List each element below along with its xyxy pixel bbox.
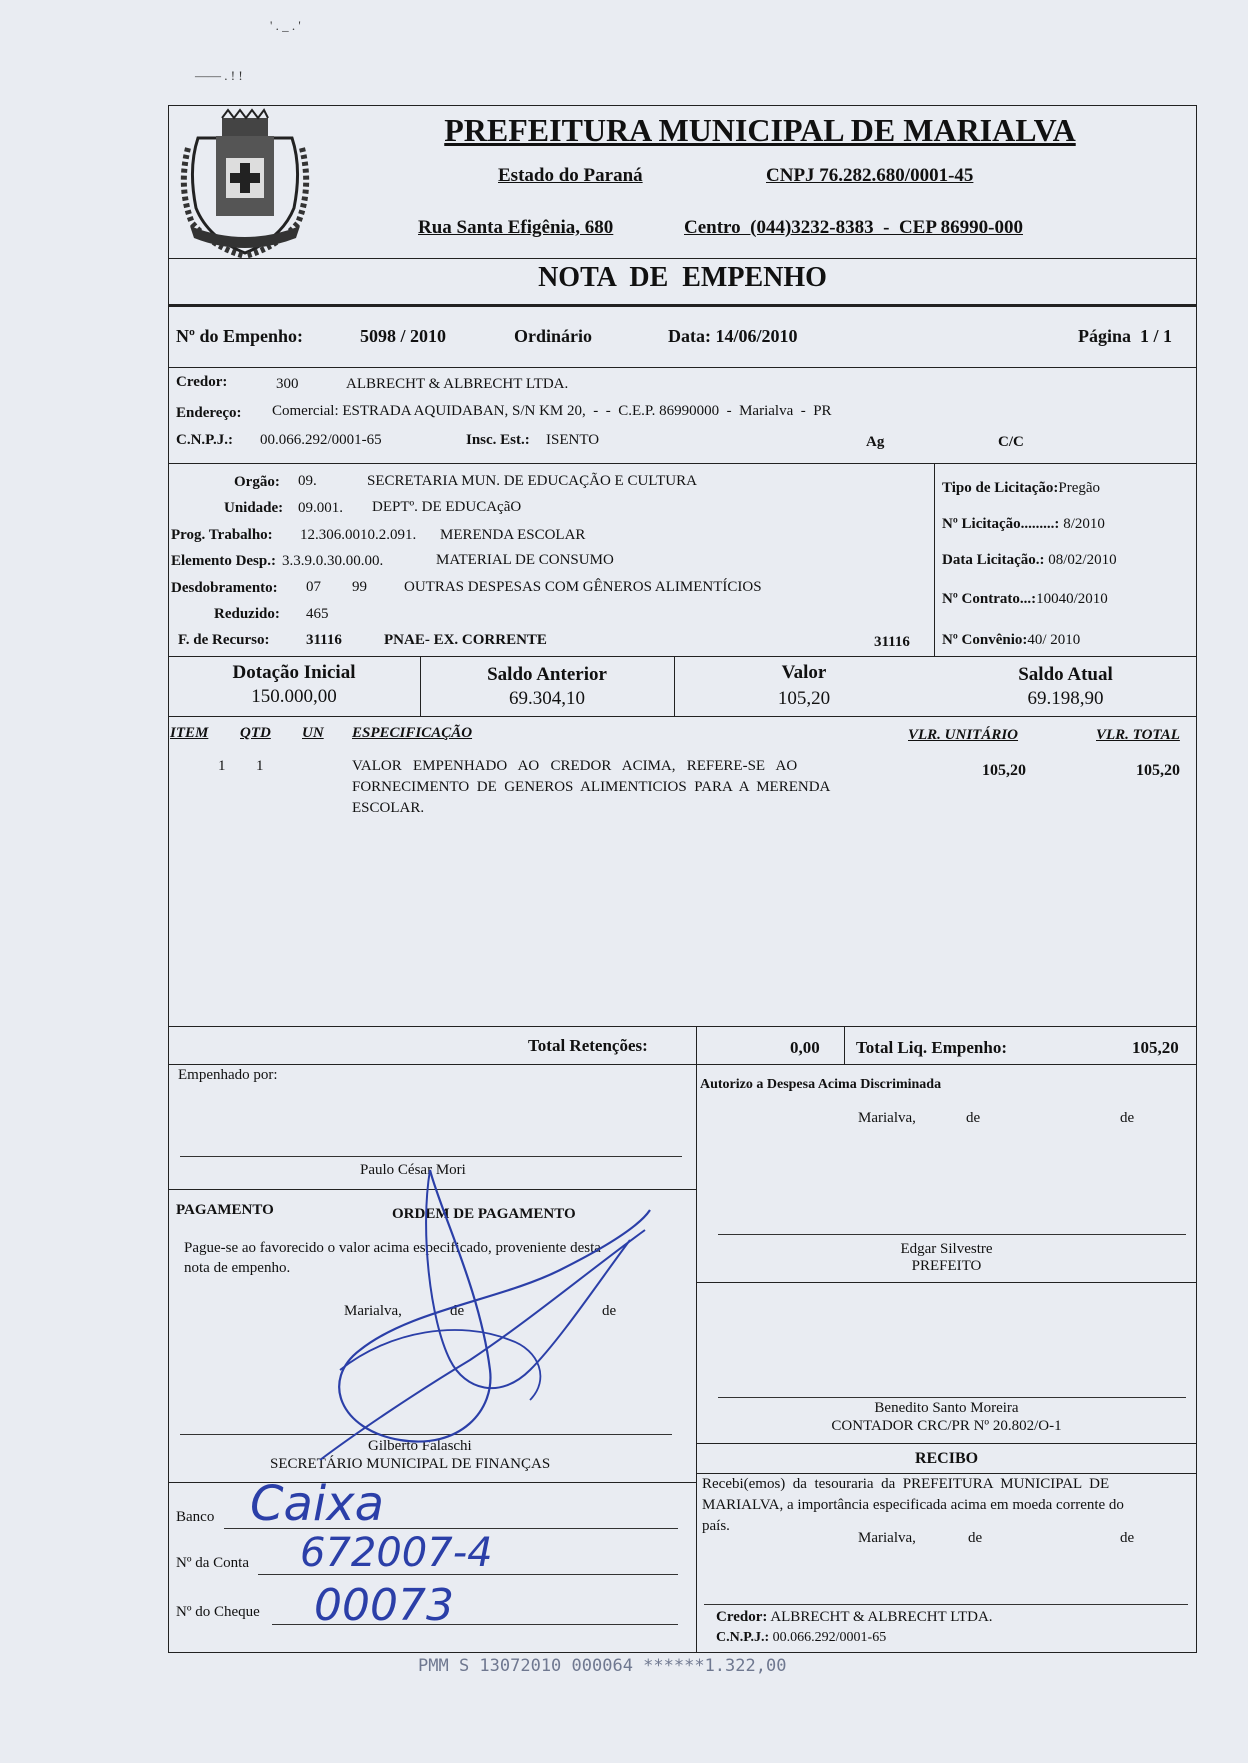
elemento-label: Elemento Desp.: bbox=[171, 553, 276, 569]
item-number: 1 bbox=[218, 758, 226, 774]
pagamento-label: PAGAMENTO bbox=[176, 1202, 274, 1218]
autorizo-place: Marialva, bbox=[858, 1110, 916, 1126]
licitacao-tipo: Tipo de Licitação:Pregão bbox=[942, 480, 1101, 496]
insc-label: Insc. Est.: bbox=[466, 432, 530, 448]
recibo-text-line-2: MARIALVA, a importância especificada acima em moeda corrente do bbox=[702, 1497, 1124, 1513]
empenhado-label: Empenhado por: bbox=[178, 1067, 278, 1083]
desdobramento-code1: 07 bbox=[306, 579, 321, 595]
payment-stamp: PMM S 13072010 000064 ******1.322,00 bbox=[418, 1656, 787, 1676]
prog-code: 12.306.0010.2.091. bbox=[300, 527, 417, 543]
coat-of-arms-icon bbox=[178, 108, 313, 258]
orgao-label: Orgão: bbox=[234, 474, 280, 490]
empenho-number: 5098 / 2010 bbox=[360, 326, 447, 346]
credor-code: 300 bbox=[276, 376, 299, 392]
col-total-value: VLR. TOTAL bbox=[1096, 727, 1180, 743]
licitacao-data: Data Licitação.: 08/02/2010 bbox=[942, 552, 1117, 568]
empenho-label: Nº do Empenho: bbox=[176, 326, 303, 346]
header-contact: Centro (044)3232-8383 - CEP 86990-000 bbox=[684, 217, 1023, 238]
contador-name: Benedito Santo Moreira bbox=[874, 1400, 1019, 1416]
address-label: Endereço: bbox=[176, 405, 242, 421]
saldo-atual-value: 69.198,90 bbox=[1027, 688, 1104, 709]
banco-label: Banco bbox=[176, 1509, 215, 1525]
ordem-pagamento-label: ORDEM DE PAGAMENTO bbox=[392, 1206, 576, 1222]
handwritten-cheque: 00073 bbox=[314, 1580, 454, 1631]
handwritten-banco: Caixa bbox=[250, 1476, 385, 1532]
total-liquido-value: 105,20 bbox=[1132, 1038, 1179, 1057]
insc-value: ISENTO bbox=[546, 432, 600, 448]
empenho-date: Data: 14/06/2010 bbox=[668, 326, 798, 346]
total-retencoes-value: 0,00 bbox=[790, 1038, 820, 1057]
autorizo-de-2: de bbox=[1120, 1110, 1135, 1126]
credor-name: ALBRECHT & ALBRECHT LTDA. bbox=[346, 376, 569, 392]
col-un: UN bbox=[302, 725, 324, 741]
desdobramento-label: Desdobramento: bbox=[171, 580, 278, 596]
unidade-desc: DEPTº. DE EDUCAçãO bbox=[372, 499, 522, 515]
recibo-cnpj: C.N.P.J.: 00.066.292/0001-65 bbox=[716, 1630, 887, 1645]
pague-text-line-1: Pague-se ao favorecido o valor acima especificado, proveniente desta bbox=[184, 1240, 601, 1256]
recibo-title: RECIBO bbox=[914, 1450, 979, 1467]
recibo-credor: Credor: ALBRECHT & ALBRECHT LTDA. bbox=[716, 1609, 993, 1625]
fonte-label: F. de Recurso: bbox=[178, 632, 270, 648]
total-liquido-label: Total Liq. Empenho: bbox=[856, 1038, 1007, 1057]
pagamento-place: Marialva, bbox=[344, 1303, 402, 1319]
unidade-code: 09.001. bbox=[298, 500, 343, 516]
conta-label: Nº da Conta bbox=[176, 1555, 249, 1571]
pague-text-line-2: nota de empenho. bbox=[184, 1260, 291, 1276]
handwritten-conta: 672007-4 bbox=[300, 1530, 493, 1576]
licitacao-numero: Nº Licitação.........: 8/2010 bbox=[942, 516, 1105, 532]
item-total-value: 105,20 bbox=[1136, 762, 1180, 779]
recibo-text-line-3: país. bbox=[702, 1518, 730, 1534]
recibo-de-2: de bbox=[1120, 1530, 1135, 1546]
cc-label: C/C bbox=[998, 434, 1024, 450]
signature-scribble bbox=[300, 1150, 680, 1470]
autorizo-de-1: de bbox=[966, 1110, 981, 1126]
prog-label: Prog. Trabalho: bbox=[171, 527, 273, 543]
elemento-desc: MATERIAL DE CONSUMO bbox=[436, 552, 614, 568]
fonte-code-2: 31116 bbox=[874, 634, 910, 650]
document-title: NOTA DE EMPENHO bbox=[538, 262, 827, 293]
saldo-anterior-label: Saldo Anterior bbox=[487, 664, 607, 685]
contador-title: CONTADOR CRC/PR Nº 20.802/O-1 bbox=[831, 1418, 1062, 1434]
fonte-desc: PNAE- EX. CORRENTE bbox=[384, 632, 547, 648]
header-cnpj: CNPJ 76.282.680/0001-45 bbox=[766, 165, 974, 186]
col-item: ITEM bbox=[170, 725, 209, 741]
recibo-de-1: de bbox=[968, 1530, 983, 1546]
total-retencoes-label: Total Retenções: bbox=[528, 1036, 648, 1055]
header-title: PREFEITURA MUNICIPAL DE MARIALVA bbox=[444, 112, 1076, 148]
col-unit-value: VLR. UNITÁRIO bbox=[908, 727, 1019, 743]
item-qtd: 1 bbox=[256, 758, 264, 774]
reduzido-code: 465 bbox=[306, 606, 329, 622]
prog-desc: MERENDA ESCOLAR bbox=[440, 527, 586, 543]
saldo-atual-label: Saldo Atual bbox=[1018, 664, 1113, 685]
autorizo-text: Autorizo a Despesa Acima Discriminada bbox=[700, 1077, 942, 1092]
empenho-type: Ordinário bbox=[514, 326, 593, 346]
corner-mark: ' . _ . ' bbox=[270, 18, 301, 33]
header-address: Rua Santa Efigênia, 680 bbox=[418, 217, 614, 238]
corner-mark: —— . ! ! bbox=[195, 68, 243, 83]
prefeito-title: PREFEITO bbox=[911, 1258, 982, 1274]
pagamento-de-2: de bbox=[602, 1303, 617, 1319]
item-unit-value: 105,20 bbox=[982, 762, 1026, 779]
orgao-desc: SECRETARIA MUN. DE EDUCAÇÃO E CULTURA bbox=[367, 473, 697, 489]
recibo-text-line-1: Recebi(emos) da tesouraria da PREFEITURA MUNICIPAL DE bbox=[702, 1476, 1110, 1492]
fonte-code: 31116 bbox=[306, 632, 342, 648]
credor-label: Credor: bbox=[176, 374, 228, 390]
saldo-anterior-value: 69.304,10 bbox=[509, 688, 585, 709]
page-number: Página 1 / 1 bbox=[1078, 326, 1173, 346]
credor-cnpj: 00.066.292/0001-65 bbox=[260, 432, 382, 448]
desdobramento-code2: 99 bbox=[352, 579, 367, 595]
col-spec: ESPECIFICAÇÃO bbox=[352, 725, 473, 741]
pagamento-de-1: de bbox=[450, 1303, 465, 1319]
item-spec-line-2: FORNECIMENTO DE GENEROS ALIMENTICIOS PARA A MERENDA bbox=[352, 779, 831, 795]
desdobramento-desc: OUTRAS DESPESAS COM GÊNEROS ALIMENTÍCIOS bbox=[404, 579, 762, 595]
recibo-place: Marialva, bbox=[858, 1530, 916, 1546]
reduzido-label: Reduzido: bbox=[214, 606, 280, 622]
dotacao-label: Dotação Inicial bbox=[232, 662, 356, 683]
prefeito-name: Edgar Silvestre bbox=[900, 1241, 993, 1257]
dotacao-value: 150.000,00 bbox=[251, 686, 337, 707]
cheque-label: Nº do Cheque bbox=[176, 1604, 260, 1620]
secretario-name: Gilberto Falaschi bbox=[368, 1438, 472, 1454]
unidade-label: Unidade: bbox=[224, 500, 284, 516]
col-qtd: QTD bbox=[240, 725, 271, 741]
convenio-numero: Nº Convênio:40/ 2010 bbox=[942, 632, 1081, 648]
item-spec-line-1: VALOR EMPENHADO AO CREDOR ACIMA, REFERE-SE AO bbox=[352, 758, 798, 774]
contrato-numero: Nº Contrato...:10040/2010 bbox=[942, 591, 1108, 607]
orgao-code: 09. bbox=[298, 473, 317, 489]
valor-label: Valor bbox=[781, 662, 827, 683]
item-spec-line-3: ESCOLAR. bbox=[352, 800, 425, 816]
valor-value: 105,20 bbox=[777, 688, 831, 709]
cnpj-label: C.N.P.J.: bbox=[176, 432, 233, 448]
header-state: Estado do Paraná bbox=[498, 165, 643, 186]
ag-label: Ag bbox=[866, 434, 885, 450]
secretario-title: SECRETÁRIO MUNICIPAL DE FINANÇAS bbox=[270, 1456, 551, 1472]
elemento-code: 3.3.9.0.30.00.00. bbox=[282, 553, 384, 569]
empenhado-name: Paulo César Mori bbox=[360, 1162, 466, 1178]
credor-address: Comercial: ESTRADA AQUIDABAN, S/N KM 20, - - C.E.P. 86990000 - Marialva - PR bbox=[272, 403, 832, 419]
